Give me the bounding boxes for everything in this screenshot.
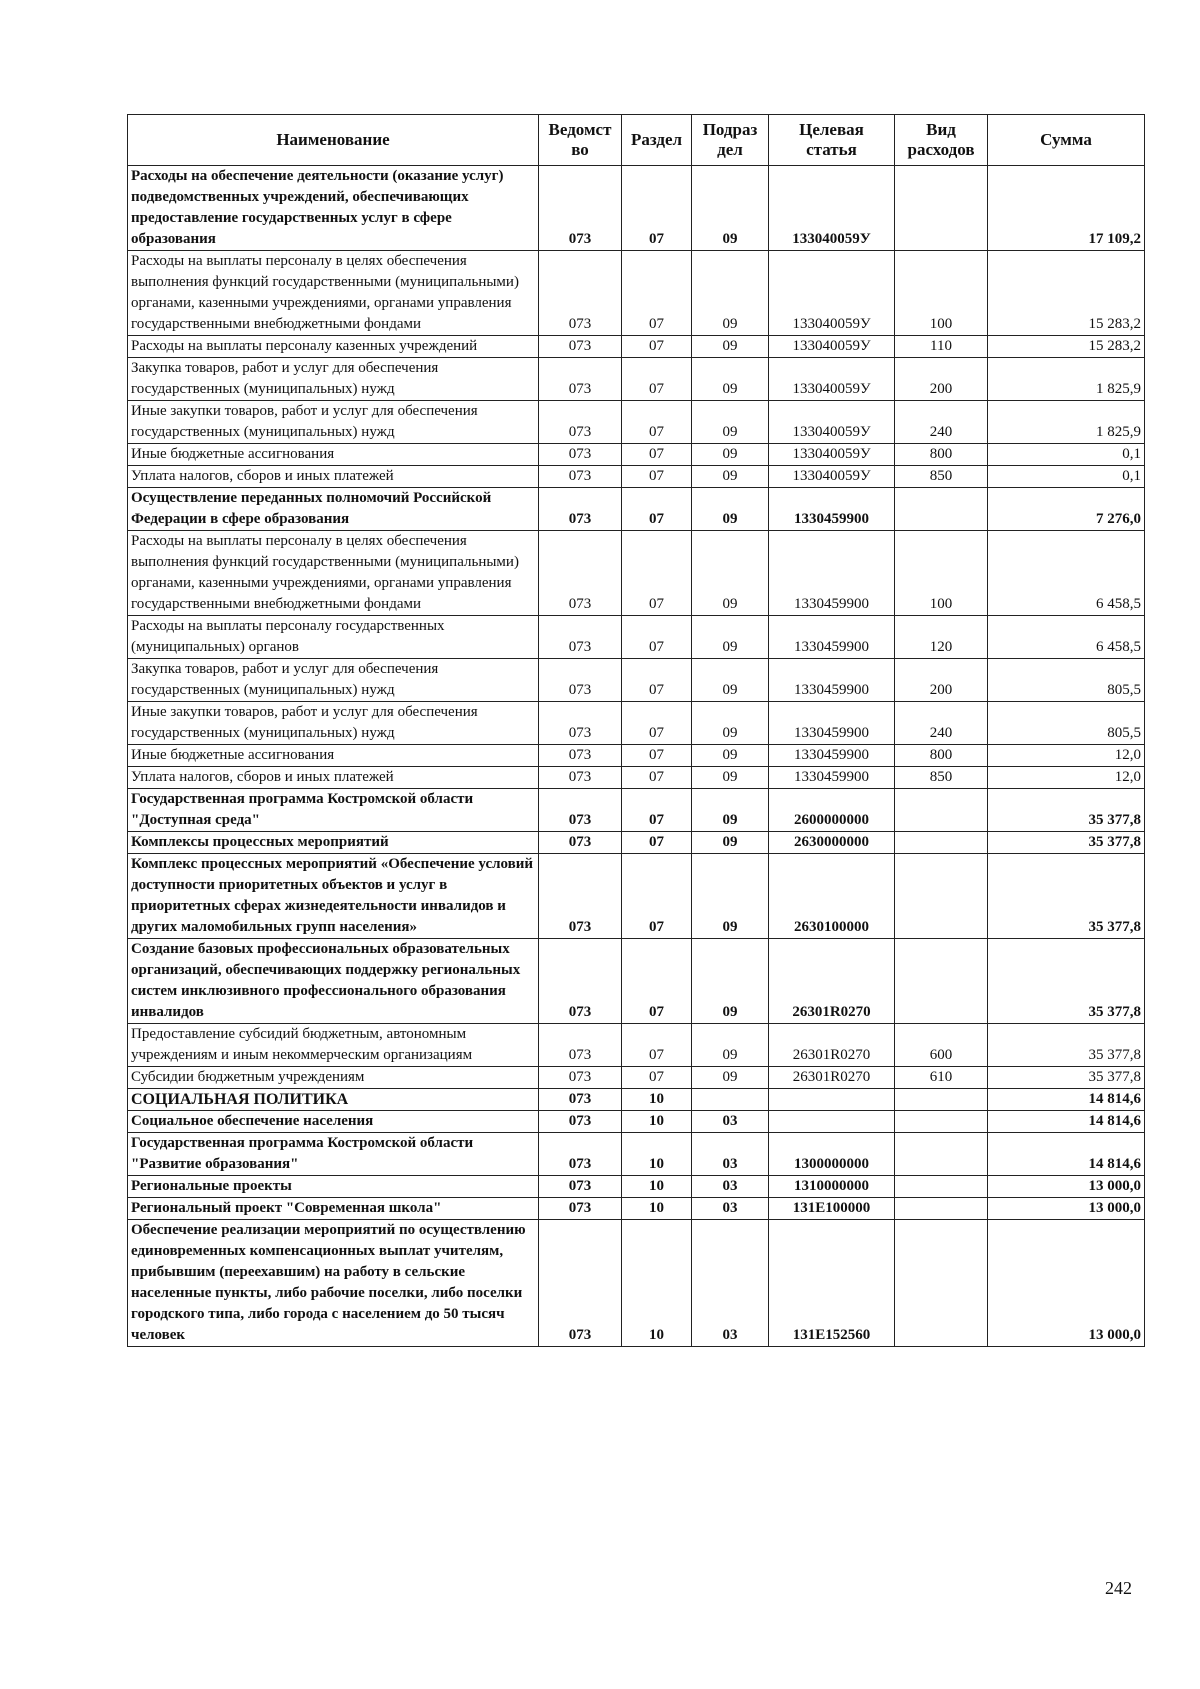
cell-celevaya-statya: 2630000000 bbox=[769, 832, 895, 854]
cell-vid-rashodov bbox=[895, 1220, 988, 1347]
cell-name: Расходы на выплаты персоналу в целях обеспечения выполнения функций государственными (муниципальными) органами, казенными учреждениями, органами управления государственными внебюджетными фондами bbox=[128, 251, 539, 336]
table-row bbox=[128, 401, 1145, 444]
cell-razdel: 07 bbox=[622, 358, 692, 401]
cell-summa: 1 825,9 bbox=[988, 358, 1145, 401]
cell-celevaya-statya: 1330459900 bbox=[769, 488, 895, 531]
cell-name: Государственная программа Костромской области "Доступная среда" bbox=[128, 789, 539, 832]
cell-vid-rashodov: 240 bbox=[895, 401, 988, 444]
cell-vedomstvo: 073 bbox=[539, 939, 622, 1024]
cell-name: Расходы на обеспечение деятельности (оказание услуг) подведомственных учреждений, обеспечивающих предоставление государственных услуг в сфере образования bbox=[128, 166, 539, 251]
cell-vid-rashodov: 600 bbox=[895, 1024, 988, 1067]
cell-vid-rashodov bbox=[895, 488, 988, 531]
cell-name: Субсидии бюджетным учреждениям bbox=[128, 1067, 539, 1089]
cell-celevaya-statya: 133040059У bbox=[769, 166, 895, 251]
cell-vid-rashodov bbox=[895, 939, 988, 1024]
cell-vid-rashodov: 800 bbox=[895, 745, 988, 767]
header-razdel: Раздел bbox=[622, 115, 692, 166]
cell-summa: 14 814,6 bbox=[988, 1089, 1145, 1111]
cell-razdel: 07 bbox=[622, 616, 692, 659]
cell-vid-rashodov bbox=[895, 1198, 988, 1220]
cell-vedomstvo: 073 bbox=[539, 1089, 622, 1111]
cell-vedomstvo: 073 bbox=[539, 745, 622, 767]
cell-vedomstvo: 073 bbox=[539, 1220, 622, 1347]
cell-vid-rashodov: 100 bbox=[895, 531, 988, 616]
cell-podrazdel: 09 bbox=[692, 832, 769, 854]
cell-summa: 35 377,8 bbox=[988, 939, 1145, 1024]
cell-podrazdel: 09 bbox=[692, 939, 769, 1024]
cell-vid-rashodov: 120 bbox=[895, 616, 988, 659]
cell-summa: 805,5 bbox=[988, 702, 1145, 745]
cell-name: Социальное обеспечение населения bbox=[128, 1111, 539, 1133]
cell-name: Региональный проект "Современная школа" bbox=[128, 1198, 539, 1220]
cell-vedomstvo: 073 bbox=[539, 466, 622, 488]
cell-vedomstvo: 073 bbox=[539, 789, 622, 832]
cell-razdel: 07 bbox=[622, 939, 692, 1024]
cell-vedomstvo: 073 bbox=[539, 832, 622, 854]
cell-podrazdel: 03 bbox=[692, 1133, 769, 1176]
cell-vid-rashodov bbox=[895, 1133, 988, 1176]
cell-podrazdel: 09 bbox=[692, 531, 769, 616]
cell-podrazdel: 09 bbox=[692, 166, 769, 251]
cell-summa: 6 458,5 bbox=[988, 616, 1145, 659]
header-vid-rashodov: Вид расходов bbox=[895, 115, 988, 166]
header-podrazdel: Подраз дел bbox=[692, 115, 769, 166]
cell-summa: 35 377,8 bbox=[988, 1067, 1145, 1089]
cell-vid-rashodov: 200 bbox=[895, 358, 988, 401]
cell-razdel: 07 bbox=[622, 488, 692, 531]
table-row bbox=[128, 1176, 1145, 1198]
cell-vid-rashodov bbox=[895, 789, 988, 832]
cell-vid-rashodov bbox=[895, 166, 988, 251]
cell-podrazdel: 09 bbox=[692, 1024, 769, 1067]
cell-summa: 35 377,8 bbox=[988, 1024, 1145, 1067]
cell-vedomstvo: 073 bbox=[539, 616, 622, 659]
cell-vedomstvo: 073 bbox=[539, 1198, 622, 1220]
table-body bbox=[128, 166, 1145, 1347]
cell-razdel: 07 bbox=[622, 1024, 692, 1067]
cell-podrazdel: 09 bbox=[692, 444, 769, 466]
table-row bbox=[128, 1133, 1145, 1176]
cell-vid-rashodov: 240 bbox=[895, 702, 988, 745]
cell-name: Уплата налогов, сборов и иных платежей bbox=[128, 767, 539, 789]
cell-celevaya-statya: 26301R0270 bbox=[769, 1067, 895, 1089]
cell-celevaya-statya: 131E152560 bbox=[769, 1220, 895, 1347]
cell-vedomstvo: 073 bbox=[539, 488, 622, 531]
table-row bbox=[128, 336, 1145, 358]
cell-celevaya-statya bbox=[769, 1089, 895, 1111]
cell-razdel: 07 bbox=[622, 1067, 692, 1089]
cell-razdel: 07 bbox=[622, 659, 692, 702]
cell-podrazdel: 09 bbox=[692, 466, 769, 488]
cell-podrazdel: 03 bbox=[692, 1220, 769, 1347]
cell-celevaya-statya: 2630100000 bbox=[769, 854, 895, 939]
cell-summa: 12,0 bbox=[988, 767, 1145, 789]
table-row bbox=[128, 702, 1145, 745]
cell-celevaya-statya: 133040059У bbox=[769, 251, 895, 336]
cell-razdel: 10 bbox=[622, 1220, 692, 1347]
cell-summa: 13 000,0 bbox=[988, 1220, 1145, 1347]
cell-celevaya-statya: 1330459900 bbox=[769, 659, 895, 702]
cell-celevaya-statya: 2600000000 bbox=[769, 789, 895, 832]
cell-celevaya-statya: 1330459900 bbox=[769, 745, 895, 767]
cell-podrazdel: 09 bbox=[692, 358, 769, 401]
header-celevaya-statya: Целевая статья bbox=[769, 115, 895, 166]
cell-vid-rashodov: 200 bbox=[895, 659, 988, 702]
cell-vid-rashodov: 850 bbox=[895, 466, 988, 488]
cell-celevaya-statya: 131E100000 bbox=[769, 1198, 895, 1220]
cell-summa: 14 814,6 bbox=[988, 1133, 1145, 1176]
cell-podrazdel: 09 bbox=[692, 1067, 769, 1089]
cell-podrazdel: 09 bbox=[692, 616, 769, 659]
cell-podrazdel: 09 bbox=[692, 745, 769, 767]
cell-razdel: 10 bbox=[622, 1198, 692, 1220]
cell-vedomstvo: 073 bbox=[539, 1111, 622, 1133]
cell-podrazdel: 09 bbox=[692, 336, 769, 358]
cell-summa: 805,5 bbox=[988, 659, 1145, 702]
table-row bbox=[128, 1220, 1145, 1347]
cell-name: Расходы на выплаты персоналу в целях обеспечения выполнения функций государственными (муниципальными) органами, казенными учреждениями, органами управления государственными внебюджетными фондами bbox=[128, 531, 539, 616]
header-name: Наименование bbox=[128, 115, 539, 166]
cell-vedomstvo: 073 bbox=[539, 444, 622, 466]
cell-vedomstvo: 073 bbox=[539, 767, 622, 789]
table-row bbox=[128, 1198, 1145, 1220]
cell-vid-rashodov: 800 bbox=[895, 444, 988, 466]
cell-summa: 13 000,0 bbox=[988, 1198, 1145, 1220]
cell-podrazdel: 03 bbox=[692, 1111, 769, 1133]
table-row bbox=[128, 1089, 1145, 1111]
table-row bbox=[128, 251, 1145, 336]
cell-celevaya-statya: 133040059У bbox=[769, 444, 895, 466]
cell-name: Закупка товаров, работ и услуг для обеспечения государственных (муниципальных) нужд bbox=[128, 659, 539, 702]
cell-razdel: 07 bbox=[622, 702, 692, 745]
cell-vedomstvo: 073 bbox=[539, 166, 622, 251]
cell-summa: 7 276,0 bbox=[988, 488, 1145, 531]
cell-summa: 35 377,8 bbox=[988, 789, 1145, 832]
cell-vid-rashodov: 850 bbox=[895, 767, 988, 789]
table-row bbox=[128, 854, 1145, 939]
cell-celevaya-statya: 26301R0270 bbox=[769, 1024, 895, 1067]
budget-table bbox=[127, 114, 1145, 1347]
cell-celevaya-statya: 1330459900 bbox=[769, 767, 895, 789]
cell-summa: 0,1 bbox=[988, 444, 1145, 466]
cell-name: Расходы на выплаты персоналу государственных (муниципальных) органов bbox=[128, 616, 539, 659]
cell-vedomstvo: 073 bbox=[539, 1176, 622, 1198]
cell-razdel: 10 bbox=[622, 1176, 692, 1198]
table-row bbox=[128, 444, 1145, 466]
cell-summa: 14 814,6 bbox=[988, 1111, 1145, 1133]
table-row bbox=[128, 832, 1145, 854]
cell-name: Создание базовых профессиональных образовательных организаций, обеспечивающих поддержку региональных систем инклюзивного профессионального образования инвалидов bbox=[128, 939, 539, 1024]
table-row bbox=[128, 358, 1145, 401]
cell-podrazdel: 09 bbox=[692, 659, 769, 702]
cell-name: Комплекс процессных мероприятий «Обеспечение условий доступности приоритетных объектов и услуг в приоритетных сферах жизнедеятельности инвалидов и других маломобильных групп населения» bbox=[128, 854, 539, 939]
cell-name: Расходы на выплаты персоналу казенных учреждений bbox=[128, 336, 539, 358]
cell-name: Осуществление переданных полномочий Российской Федерации в сфере образования bbox=[128, 488, 539, 531]
cell-vedomstvo: 073 bbox=[539, 251, 622, 336]
cell-vedomstvo: 073 bbox=[539, 702, 622, 745]
cell-vid-rashodov bbox=[895, 832, 988, 854]
cell-razdel: 10 bbox=[622, 1111, 692, 1133]
table-row bbox=[128, 466, 1145, 488]
cell-celevaya-statya: 1330459900 bbox=[769, 702, 895, 745]
table-row bbox=[128, 789, 1145, 832]
cell-celevaya-statya: 133040059У bbox=[769, 466, 895, 488]
cell-name: Уплата налогов, сборов и иных платежей bbox=[128, 466, 539, 488]
cell-podrazdel: 09 bbox=[692, 854, 769, 939]
cell-summa: 15 283,2 bbox=[988, 251, 1145, 336]
table-row bbox=[128, 531, 1145, 616]
cell-summa: 1 825,9 bbox=[988, 401, 1145, 444]
cell-vid-rashodov bbox=[895, 854, 988, 939]
cell-vedomstvo: 073 bbox=[539, 1133, 622, 1176]
cell-podrazdel: 09 bbox=[692, 789, 769, 832]
cell-razdel: 07 bbox=[622, 745, 692, 767]
cell-vedomstvo: 073 bbox=[539, 336, 622, 358]
table-row bbox=[128, 939, 1145, 1024]
cell-celevaya-statya: 1330459900 bbox=[769, 531, 895, 616]
cell-summa: 0,1 bbox=[988, 466, 1145, 488]
page-number: 242 bbox=[1105, 1578, 1132, 1598]
cell-podrazdel: 09 bbox=[692, 251, 769, 336]
cell-vedomstvo: 073 bbox=[539, 854, 622, 939]
cell-vedomstvo: 073 bbox=[539, 358, 622, 401]
cell-summa: 35 377,8 bbox=[988, 854, 1145, 939]
table-row bbox=[128, 1024, 1145, 1067]
table-row bbox=[128, 1067, 1145, 1089]
cell-razdel: 07 bbox=[622, 444, 692, 466]
cell-razdel: 07 bbox=[622, 854, 692, 939]
cell-celevaya-statya: 1310000000 bbox=[769, 1176, 895, 1198]
cell-vedomstvo: 073 bbox=[539, 401, 622, 444]
cell-vid-rashodov: 100 bbox=[895, 251, 988, 336]
cell-name: Иные бюджетные ассигнования bbox=[128, 745, 539, 767]
cell-celevaya-statya: 133040059У bbox=[769, 358, 895, 401]
table-row bbox=[128, 745, 1145, 767]
cell-vid-rashodov bbox=[895, 1111, 988, 1133]
cell-razdel: 07 bbox=[622, 767, 692, 789]
cell-razdel: 10 bbox=[622, 1133, 692, 1176]
cell-podrazdel: 09 bbox=[692, 401, 769, 444]
cell-celevaya-statya: 133040059У bbox=[769, 401, 895, 444]
table-row bbox=[128, 767, 1145, 789]
table-row bbox=[128, 166, 1145, 251]
cell-podrazdel: 09 bbox=[692, 488, 769, 531]
cell-celevaya-statya: 1330459900 bbox=[769, 616, 895, 659]
cell-vid-rashodov: 610 bbox=[895, 1067, 988, 1089]
cell-name: Региональные проекты bbox=[128, 1176, 539, 1198]
cell-name: Иные закупки товаров, работ и услуг для обеспечения государственных (муниципальных) нужд bbox=[128, 401, 539, 444]
table-row bbox=[128, 616, 1145, 659]
cell-summa: 17 109,2 bbox=[988, 166, 1145, 251]
cell-razdel: 07 bbox=[622, 466, 692, 488]
cell-razdel: 07 bbox=[622, 401, 692, 444]
cell-razdel: 07 bbox=[622, 166, 692, 251]
cell-name: СОЦИАЛЬНАЯ ПОЛИТИКА bbox=[128, 1089, 539, 1111]
table-row bbox=[128, 488, 1145, 531]
cell-summa: 15 283,2 bbox=[988, 336, 1145, 358]
cell-podrazdel bbox=[692, 1089, 769, 1111]
cell-celevaya-statya bbox=[769, 1111, 895, 1133]
table-row bbox=[128, 659, 1145, 702]
cell-vedomstvo: 073 bbox=[539, 659, 622, 702]
cell-vid-rashodov bbox=[895, 1089, 988, 1111]
cell-razdel: 07 bbox=[622, 531, 692, 616]
cell-name: Комплексы процессных мероприятий bbox=[128, 832, 539, 854]
table-header-row bbox=[128, 115, 1145, 166]
cell-vid-rashodov: 110 bbox=[895, 336, 988, 358]
cell-name: Закупка товаров, работ и услуг для обеспечения государственных (муниципальных) нужд bbox=[128, 358, 539, 401]
table-row bbox=[128, 1111, 1145, 1133]
cell-razdel: 07 bbox=[622, 336, 692, 358]
cell-podrazdel: 09 bbox=[692, 702, 769, 745]
cell-name: Иные закупки товаров, работ и услуг для обеспечения государственных (муниципальных) нужд bbox=[128, 702, 539, 745]
cell-razdel: 07 bbox=[622, 832, 692, 854]
cell-podrazdel: 09 bbox=[692, 767, 769, 789]
cell-razdel: 07 bbox=[622, 789, 692, 832]
cell-razdel: 07 bbox=[622, 251, 692, 336]
cell-vedomstvo: 073 bbox=[539, 1024, 622, 1067]
cell-podrazdel: 03 bbox=[692, 1176, 769, 1198]
cell-celevaya-statya: 133040059У bbox=[769, 336, 895, 358]
cell-summa: 13 000,0 bbox=[988, 1176, 1145, 1198]
cell-name: Предоставление субсидий бюджетным, автономным учреждениям и иным некоммерческим организациям bbox=[128, 1024, 539, 1067]
cell-celevaya-statya: 1300000000 bbox=[769, 1133, 895, 1176]
cell-celevaya-statya: 26301R0270 bbox=[769, 939, 895, 1024]
header-vedomstvo: Ведомст во bbox=[539, 115, 622, 166]
cell-name: Обеспечение реализации мероприятий по осуществлению единовременных компенсационных выплат учителям, прибывшим (переехавшим) на работу в сельские населенные пункты, либо рабочие поселки, либо поселки городского типа, либо города с населением до 50 тысяч человек bbox=[128, 1220, 539, 1347]
cell-summa: 12,0 bbox=[988, 745, 1145, 767]
cell-summa: 35 377,8 bbox=[988, 832, 1145, 854]
cell-razdel: 10 bbox=[622, 1089, 692, 1111]
cell-summa: 6 458,5 bbox=[988, 531, 1145, 616]
header-summa: Сумма bbox=[988, 115, 1145, 166]
cell-name: Государственная программа Костромской области "Развитие образования" bbox=[128, 1133, 539, 1176]
cell-name: Иные бюджетные ассигнования bbox=[128, 444, 539, 466]
cell-podrazdel: 03 bbox=[692, 1198, 769, 1220]
cell-vedomstvo: 073 bbox=[539, 531, 622, 616]
cell-vid-rashodov bbox=[895, 1176, 988, 1198]
cell-vedomstvo: 073 bbox=[539, 1067, 622, 1089]
